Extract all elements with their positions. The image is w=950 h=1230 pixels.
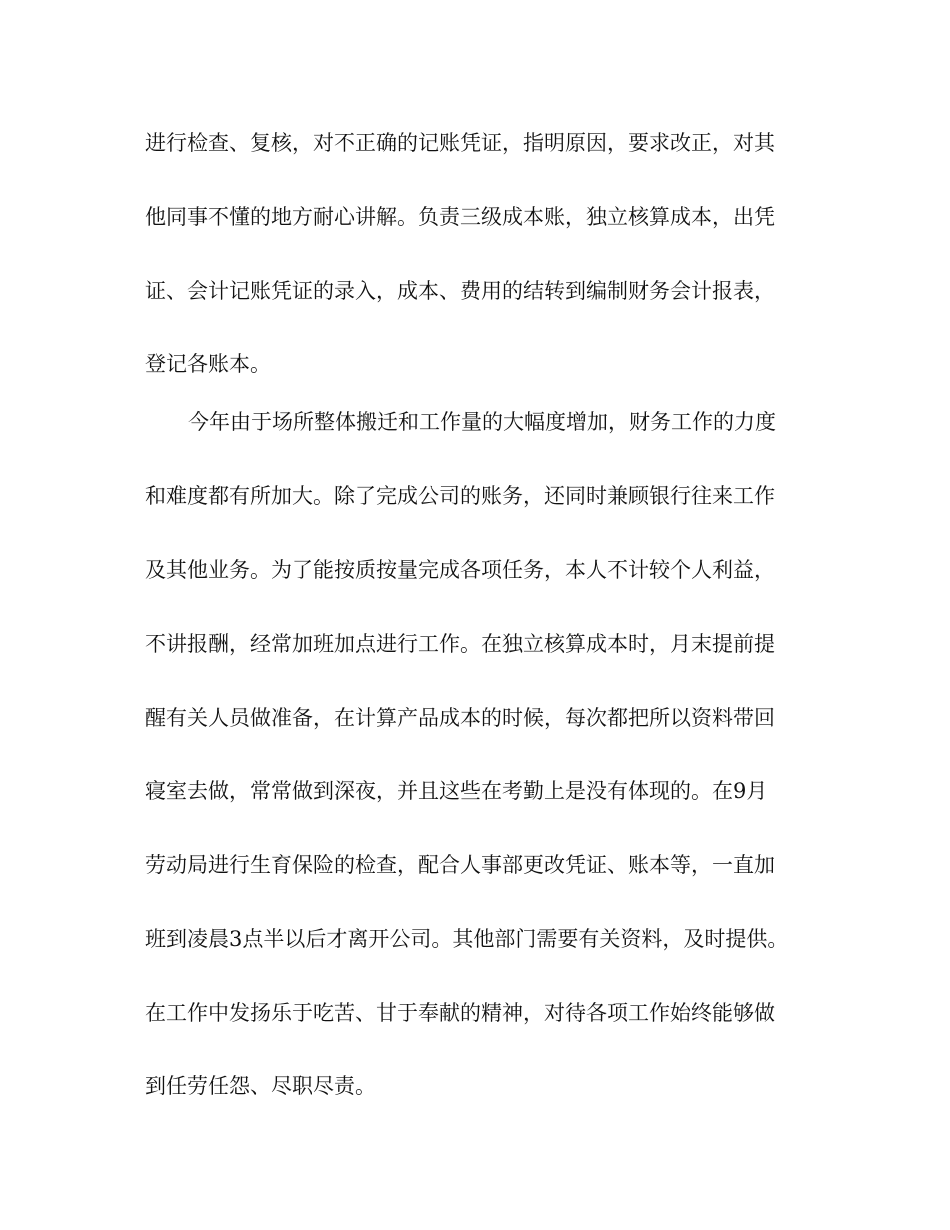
text-line: 进行检查、复核，对不正确的记账凭证，指明原因，要求改正，对其 (145, 131, 775, 155)
text-line: 寝室去做，常常做到深夜，并且这些在考勤上是没有体现的。在9月 (145, 779, 768, 803)
text-line: 和难度都有所加大。除了完成公司的账务，还同时兼顾银行往来工作 (145, 484, 775, 508)
text-line: 醒有关人员做准备，在计算产品成本的时候，每次都把所以资料带回 (145, 706, 775, 730)
paragraph-first-line: 今年由于场所整体搬迁和工作量的大幅度增加，财务工作的力度 (188, 410, 776, 434)
text-line: 及其他业务。为了能按质按量完成各项任务，本人不计较个人利益， (145, 558, 775, 582)
text-line: 劳动局进行生育保险的检查，配合人事部更改凭证、账本等，一直加 (145, 853, 775, 877)
text-line: 不讲报酬，经常加班加点进行工作。在独立核算成本时，月末提前提 (145, 632, 775, 656)
text-line: 在工作中发扬乐于吃苦、甘于奉献的精神，对待各项工作始终能够做 (145, 1001, 775, 1025)
text-line: 班到凌晨3点半以后才离开公司。其他部门需要有关资料，及时提供。 (145, 927, 789, 951)
text-line: 他同事不懂的地方耐心讲解。负责三级成本账，独立核算成本，出凭 (145, 205, 775, 229)
text-line: 到任劳任怨、尽职尽责。 (145, 1074, 376, 1098)
text-line: 登记各账本。 (145, 352, 271, 376)
text-line: 证、会计记账凭证的录入，成本、费用的结转到编制财务会计报表， (145, 279, 775, 303)
